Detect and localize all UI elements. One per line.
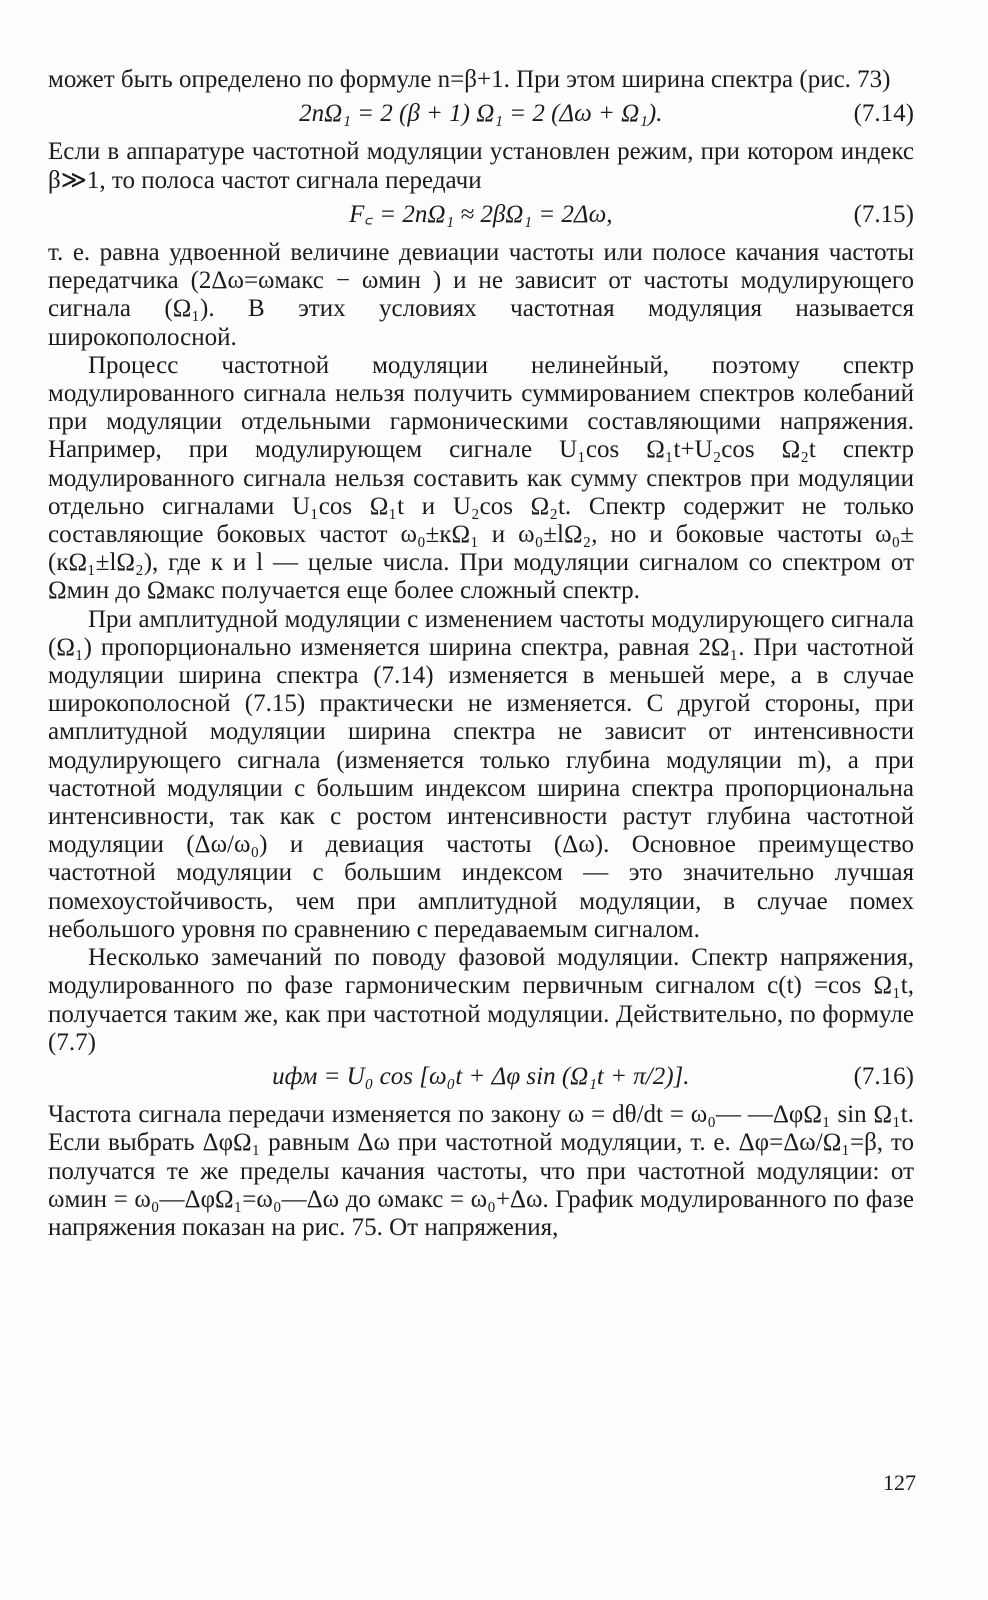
paragraph: Несколько замечаний по поводу фазовой модуляции. Спектр напряжения, модулированного по фазе гармоническим первичным сигналом c(t) =cos Ω₁t, получается таким же, как при частотной модуляции. Действительно, по формуле (7.7) bbox=[48, 944, 914, 1056]
paragraph: Частота сигнала передачи изменяется по закону ω = dθ/dt = ω₀— —ΔφΩ₁ sin Ω₁t. Если выбрать ΔφΩ₁ равным Δω при частотной модуляции, т. е. Δφ=Δω/Ω₁=β, то получатся те же пределы качания частоты, что при частотной модуляции: от ωмин = ω₀—ΔφΩ₁=ω₀—Δω до ωмакс = ω₀+Δω. График модулированного по фазе напряжения показан на рис. 75. От напряжения, bbox=[48, 1101, 914, 1241]
formula-number: (7.16) bbox=[853, 1062, 914, 1090]
formula-number: (7.14) bbox=[853, 100, 914, 128]
formula-7-16 bbox=[48, 1063, 914, 1091]
formula-expression: 2nΩ₁ = 2 (β + 1) Ω₁ = 2 (Δω + Ω₁). bbox=[299, 100, 663, 128]
formula-number: (7.15) bbox=[853, 200, 914, 228]
formula-7-14 bbox=[48, 100, 914, 128]
formula-expression: uфм = U₀ cos [ω₀t + Δφ sin (Ω₁t + π/2)]. bbox=[272, 1062, 690, 1090]
paragraph: т. е. равна удвоенной величине девиации частоты или полосе качания частоты передатчика (2Δω=ωмакс − ωмин ) и не зависит от частоты модулирующего сигнала (Ω₁). В этих условиях частотная модуляция называется широкополосной. bbox=[48, 239, 914, 351]
paragraph: Процесс частотной модуляции нелинейный, поэтому спектр модулированного сигнала нельзя получить суммированием спектров колебаний при модуляции отдельными гармоническими составляющими напряжения. Например, при модулирующем сигнале U₁cos Ω₁t+U₂cos Ω₂t спектр модулированного сигнала нельзя составить как сумму спектров при модуляции отдельно сигналами U₁cos Ω₁t и U₂cos Ω₂t. Спектр содержит не только составляющие боковых частот ω₀±кΩ₁ и ω₀±lΩ₂, но и боковые частоты ω₀±(кΩ₁±lΩ₂), где к и l — целые числа. При модуляции сигналом со спектром от Ωмин до Ωмакс получается еще более сложный спектр. bbox=[48, 351, 914, 605]
formula-expression: F꜀ = 2nΩ₁ ≈ 2βΩ₁ = 2Δω, bbox=[349, 200, 613, 228]
paragraph: Если в аппаратуре частотной модуляции установлен режим, при котором индекс β≫1, то полоса частот сигнала передачи bbox=[48, 138, 914, 194]
body-text bbox=[48, 66, 914, 1242]
page-number: 127 bbox=[883, 1470, 916, 1495]
paragraph: может быть определено по формуле n=β+1. При этом ширина спектра (рис. 73) bbox=[48, 66, 891, 93]
paragraph: При амплитудной модуляции с изменением частоты модулирующего сигнала (Ω₁) пропорционально изменяется ширина спектра, равная 2Ω₁. При частотной модуляции ширина спектра (7.14) изменяется в меньшей мере, а в случае широкополосной (7.15) практически не изменяется. С другой стороны, при амплитудной модуляции ширина спектра не зависит от интенсивности модулирующего сигнала (изменяется только глубина модуляции m), а при частотной модуляции с большим индексом ширина спектра пропорциональна интенсивности, так как с ростом интенсивности растут глубина частотной модуляции (Δω/ω₀) и девиация частоты (Δω). Основное преимущество частотной модуляции с большим индексом — это значительно лучшая помехоустойчивость, чем при амплитудной модуляции, в случае помех небольшого уровня по сравнению с передаваемым сигналом. bbox=[48, 605, 914, 943]
formula-7-15 bbox=[48, 201, 914, 229]
